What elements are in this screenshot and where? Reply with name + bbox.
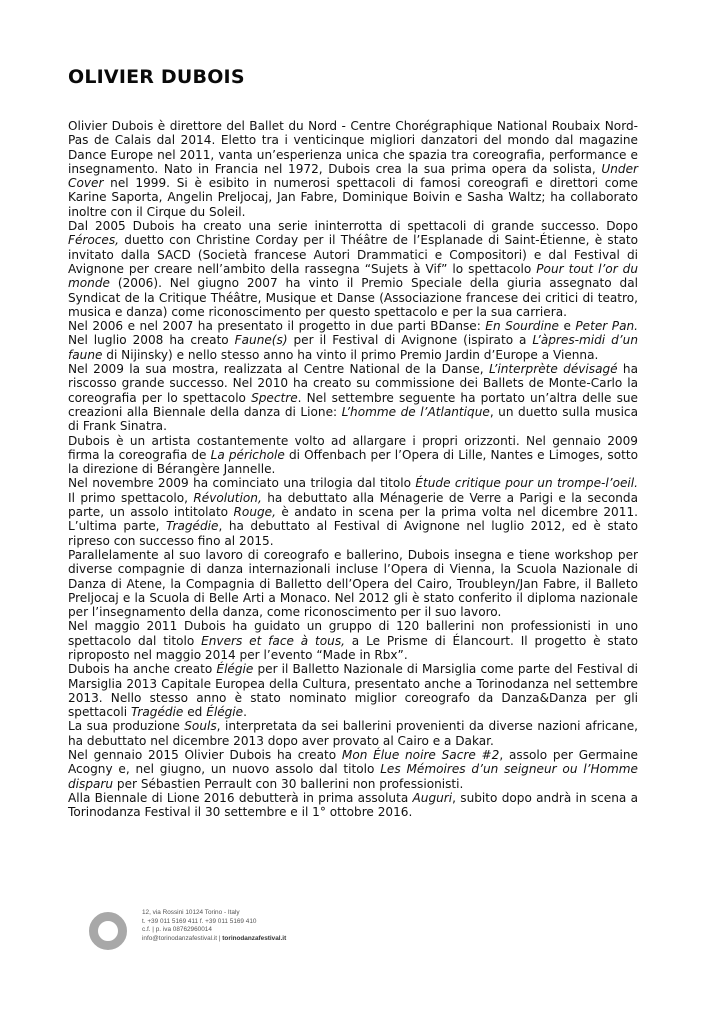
text-run: Nel 2009 la sua mostra, realizzata al Centre National de la Danse, (68, 362, 489, 377)
text-run: per Sébastien Perrault con 30 ballerini non professionisti. (113, 776, 464, 791)
text-run: Dubois è un artista costantemente volto ad allargare i propri orizzonti. Nel gennaio 2009 firma la coreografia de (68, 433, 638, 462)
work-title: Under Cover (68, 161, 638, 191)
bio-paragraph (68, 219, 638, 319)
bio-paragraph (68, 662, 638, 719)
work-title: Élégie (206, 705, 244, 720)
work-title: Révolution, (193, 490, 262, 505)
bio-paragraph (68, 319, 638, 362)
text-run: ed (183, 705, 207, 720)
text-run: , assolo per Germaine Acogny e, nel giugno, un nuovo assolo dal titolo (68, 748, 638, 777)
work-title: Les Mémoires d’un seigneur ou l’Homme disparu (68, 762, 638, 791)
bio-paragraph (68, 362, 638, 433)
work-title: Envers et face à tous, (201, 633, 345, 648)
ring-logo-icon (88, 911, 128, 951)
work-title: En Sourdine (485, 319, 559, 334)
letterhead-footer (88, 903, 348, 963)
web-line (142, 935, 286, 944)
text-run: Nel luglio 2008 ha creato (68, 333, 235, 348)
bio-paragraph (68, 791, 638, 820)
phone-fax-line: t. +39 011 5169 411 f. +39 011 5169 410 (142, 917, 257, 925)
page-title: OLIVIER DUBOIS (68, 66, 245, 88)
contact-block (142, 909, 286, 943)
text-run: nel 1999. Si è esibito in numerosi spettacoli di famosi coreografi e direttori come Karine Saporta, Angelin Preljocaj, Jan Fabre, Dominique Boivin e Sasha Waltz; ha collaborato inoltre con il Cirque du Soleil. (68, 176, 638, 219)
text-run: Nel maggio 2011 Dubois ha guidato un gruppo di 120 ballerini non professionisti in uno spettacolo dal titolo (68, 619, 638, 648)
bio-paragraph (68, 748, 638, 791)
text-run: Alla Biennale di Lione 2016 debutterà in prima assoluta (68, 790, 413, 805)
text-run: di Nijinsky) e nello stesso anno ha vinto il primo Premio Jardin d’Europe a Vienna. (102, 347, 599, 362)
work-title: Rouge, (233, 505, 276, 520)
work-title: Peter Pan. (575, 319, 638, 334)
text-run: Il primo spettacolo, (68, 490, 194, 505)
bio-paragraph (68, 434, 638, 477)
text-run: e (558, 319, 576, 334)
text-run: (2006). Nel giugno 2007 ha vinto il Premio Speciale della giuria assegnato dal Syndicat de la Critique Théâtre, Musique et Danse (Associazione francese dei critici di teatro, musica e danza) come riconoscimento per questo spettacolo e per la sua carriera. (68, 276, 638, 319)
text-run: , interpretata da sei ballerini provenienti da diverse nazioni africane, ha debuttato nel dicembre 2013 dopo aver provato al Cairo e a Dakar. (68, 719, 638, 748)
biography-text (68, 119, 638, 820)
text-run: , ha debuttato al Festival di Avignone nel luglio 2012, ed è stato ripreso con successo fino al 2015. (68, 519, 638, 548)
work-title: Auguri (412, 790, 453, 805)
text-run: Nel gennaio 2015 Olivier Dubois ha creato (68, 748, 342, 763)
work-title: Pour tout l’or du monde (68, 261, 639, 291)
text-run: Dubois ha anche creato (68, 662, 217, 677)
work-title: L’homme de l’Atlantique (341, 404, 490, 419)
text-run: è andato in scena per la prima volta nel dicembre 2011. L’ultima parte, (68, 505, 638, 534)
work-title: La périchole (210, 447, 285, 462)
work-title: Tragédie (166, 519, 219, 534)
work-title: Faune(s) (234, 333, 288, 348)
work-title: Féroces, (68, 233, 120, 248)
work-title: Étude critique pour un trompe-l’oeil. (415, 476, 638, 491)
work-title: Tragédie (130, 705, 184, 720)
text-run: per il Balletto Nazionale di Marsiglia come parte del Festival di Marsiglia 2013 Capitale Europea della Cultura, presentato anche a Torinodanza nel settembre 2013. Nello stesso anno è stato nominato miglior coreografo da Danza&Danza per gli spettacoli (68, 662, 638, 720)
text-run: . (243, 705, 247, 720)
address-line: 12, via Rossini 10124 Torino - Italy (142, 909, 240, 916)
email-link[interactable]: info@torinodanzafestival.it (142, 934, 218, 942)
work-title: Spectre (251, 390, 298, 405)
bio-paragraph (68, 719, 638, 748)
text-run: Parallelamente al suo lavoro di coreografo e ballerino, Dubois insegna e tiene workshop per diverse compagnie di danza internazionali incluse l’Opera di Vienna, la Scuola Nazionale di Danza di Atene, la Compagnia di Balletto dell’Opera del Cairo, Troubleyn/Jan Fabre, il Balleto Preljocaj e la Scuola di Belle Arti a Monaco. Nel 2012 gli è stato conferito il diploma nazionale per l’insegnamento della danza, come riconoscimento per il suo lavoro. (68, 547, 638, 620)
separator: | (218, 934, 221, 942)
work-title: Élégie (216, 662, 254, 677)
text-run: Nel 2006 e nel 2007 ha presentato il progetto in due parti BDanse: (68, 319, 486, 334)
bio-paragraph (68, 619, 638, 662)
text-run: ha debuttato alla Ménagerie de Verre a Parigi e la seconda parte, un assolo intitolato (68, 490, 638, 520)
text-run: , un duetto sulla musica di Frank Sinatra. (68, 404, 638, 434)
text-run: Dal 2005 Dubois ha creato una serie ininterrotta di spettacoli di grande successo. Dopo (68, 219, 638, 234)
bio-paragraph (68, 476, 638, 547)
text-run: La sua produzione (68, 719, 185, 734)
work-title: Mon Élue noire Sacre #2 (341, 748, 500, 763)
text-run: di Offenbach per l’Opera di Lille, Nantes e Limoges, sotto la direzione di Bérangère Jannelle. (68, 447, 638, 477)
text-run: per il Festival di Avignone (ispirato a (287, 333, 533, 348)
text-run: , subito dopo andrà in scena a Torinodanza Festival il 30 settembre e il 1° ottobre 2016. (68, 790, 638, 820)
work-title: L’àpres-midi d’un faune (68, 333, 638, 362)
work-title: Souls (184, 719, 217, 734)
bio-paragraph (68, 119, 638, 219)
bio-paragraph (68, 548, 638, 619)
text-run: Nel novembre 2009 ha cominciato una trilogia dal titolo (68, 476, 416, 491)
vat-line: c.f. | p. iva 08762960014 (142, 926, 212, 934)
website-link[interactable]: torinodanzafestival.it (222, 934, 287, 942)
text-run: ha riscosso grande successo. Nel 2010 ha creato su commissione dei Ballets de Monte-Carlo la coreografia per lo spettacolo (68, 362, 638, 405)
text-run: duetto con Christine Corday per il Théâtre de l’Esplanade di Saint-Étienne, è stato invitato dalla SACD (Società francese Autori Drammatici e Compositori) e dal Festival di Avignone per creare nell’ambito della rassegna “Sujets à Vif” lo spettacolo (68, 233, 638, 276)
work-title: L’interprète dévisagé (488, 362, 618, 377)
text-run: . Nel settembre seguente ha portato un’altra delle sue creazioni alla Biennale della danza di Lione: (68, 390, 638, 419)
text-run: a Le Prisme di Élancourt. Il progetto è stato riproposto nel maggio 2014 per l’evento “Made in Rbx”. (68, 633, 638, 662)
text-run: Olivier Dubois è direttore del Ballet du Nord - Centre Chorégraphique National Roubaix Nord-Pas de Calais dal 2014. Eletto tra i venticinque migliori danzatori del mondo dal magazine Dance Europe nel 2011, vanta un’esperienza unica che spazia tra coreografia, performance e insegnamento. Nato in Francia nel 1972, Dubois crea la sua prima opera da solista, (68, 119, 638, 176)
